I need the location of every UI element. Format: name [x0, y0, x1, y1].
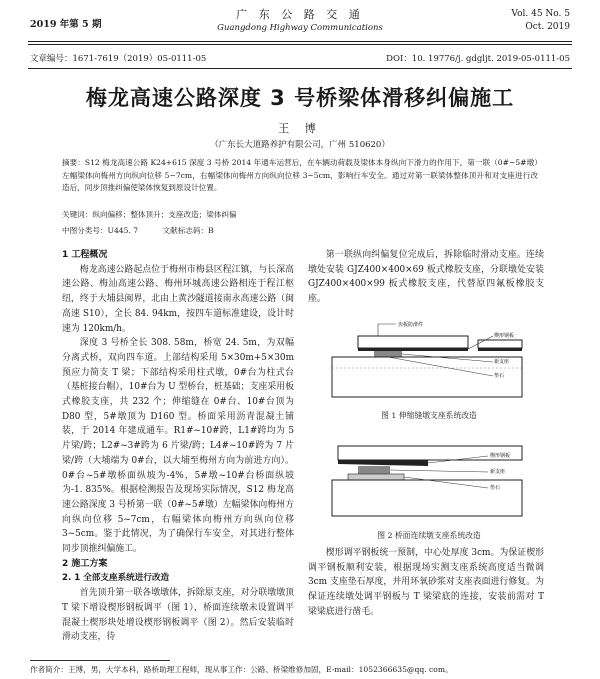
- abstract: 摘要：S12 梅龙高速公路 K24+615 深度 3 号桥 2014 年通车运营后，在车辆动荷载及梁体本身纵向下滑力的作用下，第一联（0#~5#墩）左幅梁体向梅州方向纵向位移 5~7cm，右幅梁体向梅州方向纵向位移 3~5cm，影响行车安全。通过对第一联梁体整体顶升和对支座进行改造后，同步顶推纠偏使梁体恢复到原设计位置。: [62, 158, 538, 192]
- fig2-label: 楔形钢板: [490, 453, 511, 459]
- right-column-bottom: [308, 546, 544, 620]
- paragraph: 梅龙高速公路起点位于梅州市梅县区程江镇，与长深高速公路、梅汕高速公路、梅州环城高速公路相连于程江枢纽，终于大埔县闽界，北由上黄沙隧道接南永高速公路（闽高速 S10），全长 84. 94km，按四车道标准建设，设计时速为 120km/h。: [62, 264, 294, 334]
- paragraph: 楔形调平钢板统一预制，中心处厚度 3cm。为保证楔形调平钢板顺利安装，根据现场实测支座系统高度适当微调 3cm 支座垫石厚度，并用环氧砂浆对支座表面进行修复。为保证连续墩处调平钢板与 T 梁梁底的连接，安装前需对 T 梁梁底进行凿毛。: [308, 548, 544, 617]
- bearing-pad-left: [374, 351, 402, 357]
- paragraph: 第一联纵向纠偏复位完成后，拆除临时滑动支座。连续墩处安装 GJZ400×400×69 板式橡胶支座，分联墩处安装 GJZ400×400×99 板式橡胶支座，代替原四氟板橡胶支座。: [308, 250, 544, 305]
- journal-name-en: Guangdong Highway Communications: [217, 23, 383, 33]
- wedge-plate-left: [358, 348, 468, 351]
- right-column-top: [308, 248, 544, 307]
- paper-title: 梅龙高速公路深度 3 号桥梁体滑移纠偏施工: [85, 86, 515, 110]
- header-rule: [28, 41, 572, 42]
- fig1-label: 齿板防滑件: [398, 322, 424, 328]
- classification: [62, 225, 538, 236]
- bearing-pad: [358, 466, 390, 474]
- figure-1-caption: 图 1 伸缩缝墩支座系统改造: [381, 411, 477, 420]
- paragraph: 深度 3 号桥全长 308. 58m，桥宽 24. 5m，为双幅分离式桥，双向四车道。上部结构采用 5×30m+5×30m 预应力简支 T 梁；下部结构采用柱式墩，0#台为柱式台（基桩接台帽），10#台为 U 型桥台，桩基础；支座采用板式橡胶支座，共 232 个；伸缩缝在 0#台、10#台顶为 D80 型，5#墩顶为 D160 型。桥面采用沥青混凝土铺装，于 2014 年建成通车。R1#~10#跨，L1#跨均为 5 片梁/跨；L2#~3#跨为 6 片梁/跨；L4#~10#跨为 7 片梁/跨（大埔端为 0#台，以大埔至梅州方向为前进方向）。0#台~5#墩桥面纵坡为-4%，5#墩~10#台桥面纵坡为-1. 835%。根据检测报告及现场实际情况，S12 梅龙高速公路深度 3 号桥第一联（0#~5#墩）左幅梁体向梅州方向纵向位移 5~7cm，右幅梁体向梅州方向纵向位移 3~5cm。鉴于此情况，为了确保行车安全，对其进行整体同步顶推纠偏施工。: [62, 338, 294, 555]
- class-number: 中图分类号：U445. 7: [62, 226, 139, 235]
- figure-2-diagram: [318, 432, 542, 524]
- fig1-label: 楔形钢板: [494, 333, 515, 339]
- figure-1-diagram: [318, 316, 542, 406]
- section-heading: 2 施工方案: [62, 558, 108, 569]
- issue-label: 2019 年第 5 期: [30, 19, 102, 30]
- fig2-label: 新支座: [490, 469, 506, 475]
- journal-name: [0, 6, 600, 33]
- subsection-heading: 2. 1 全部支座系统进行改造: [62, 573, 170, 584]
- meta-rule: [28, 68, 572, 69]
- article-number: 文章编号：1671-7619（2019）05-0111-05: [30, 54, 207, 64]
- figure-2-caption: 图 2 桥面连续墩支座系统改造: [377, 531, 481, 540]
- wedge-plate-right: [478, 348, 522, 351]
- fig1-label: 垫石: [494, 373, 505, 379]
- paragraph: 首先顶升第一联各墩墩体，拆除原支座，对分联墩墩顶 T 梁下增设楔形钢板调平（图 1），桥面连续墩未设置调平混凝土楔形块处增设楔形钢板调平（图 2）。然后安装临时滑动支座，待: [62, 588, 294, 643]
- t-beam-left: [358, 336, 468, 348]
- document-code: 文献标志码：B: [162, 226, 214, 235]
- journal-name-cn: 广 东 公 路 交 通: [236, 8, 364, 21]
- running-header: [0, 0, 600, 42]
- doi: DOI：10. 19776/j. gdgljt. 2019-05-0111-05: [386, 54, 570, 64]
- author-footnote: 作者简介：王博，男，大学本科，路桥助理工程师，现从事工作：公路、桥梁维修加固，E-mail：1052366635@qq. com。: [30, 665, 453, 674]
- footnote-rule: [30, 660, 170, 661]
- author-affiliation: （广东长大道路养护有限公司，广州 510620）: [210, 140, 390, 150]
- volume-number: Vol. 45 No. 5: [511, 9, 570, 19]
- volume-info: [511, 8, 570, 34]
- keywords: 关键词：纵向偏移；整体顶升；支座改造；梁体纠偏: [62, 210, 237, 219]
- left-column: [62, 248, 294, 645]
- header-rule-thin: [28, 44, 572, 45]
- fig1-label: 新支座: [494, 359, 510, 365]
- fig2-label: 垫石: [490, 485, 501, 491]
- section-heading: 1 工程概况: [62, 250, 108, 260]
- t-beam-right: [478, 340, 522, 348]
- issue-date: Oct. 2019: [525, 22, 570, 32]
- author-name: 王 博: [278, 122, 322, 135]
- bearing-plinth: [348, 474, 404, 480]
- wedge-plate: [338, 460, 428, 466]
